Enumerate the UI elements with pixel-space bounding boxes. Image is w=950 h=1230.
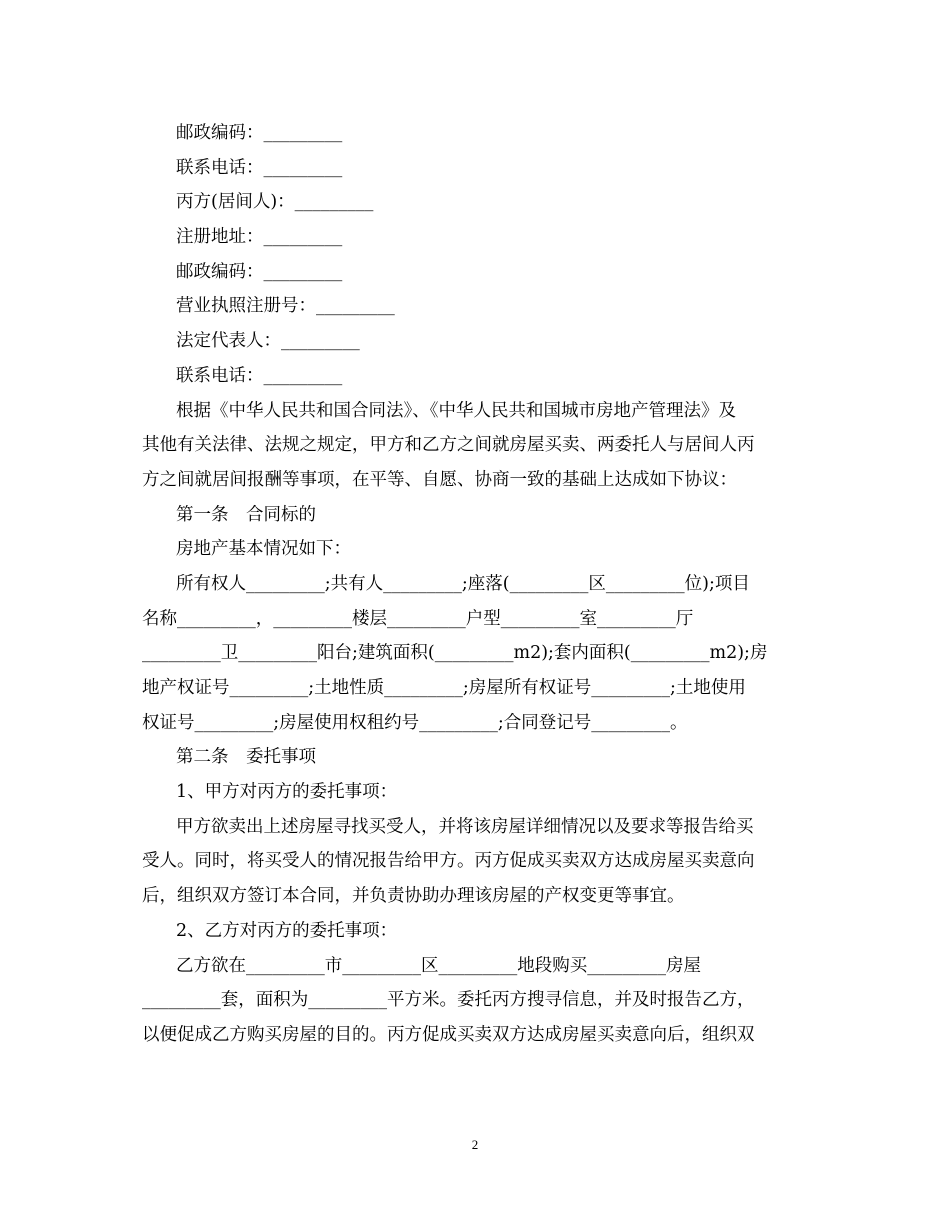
text-line: 丙方(居间人)：_________ <box>176 192 374 213</box>
text-line: 联系电话：_________ <box>176 365 343 386</box>
text-line: 名称_________，_________楼层_________户型_________室_________厅 <box>142 608 694 629</box>
text-line: 后，组织双方签订本合同，并负责协助办理该房屋的产权变更等事宜。 <box>142 886 685 907</box>
page-number: 2 <box>471 1137 479 1152</box>
text-line: 甲方欲卖出上述房屋寻找买受人，并将该房屋详细情况以及要求等报告给买 <box>176 816 754 837</box>
text-line: 第二条 委托事项 <box>176 747 316 768</box>
text-line: 房地产基本情况如下： <box>176 539 351 560</box>
text-line: 乙方欲在_________市_________区_________地段购买_________房屋 <box>176 955 701 976</box>
text-line: 权证号_________;房屋使用权租约号_________;合同登记号_________。 <box>142 712 688 733</box>
text-line: 2、乙方对丙方的委托事项： <box>176 920 398 941</box>
text-line: 第一条 合同标的 <box>176 504 316 525</box>
text-line: 地产权证号_________;土地性质_________;房屋所有权证号_________;土地使用 <box>142 678 746 698</box>
text-line: _________套，面积为_________平方米。委托丙方搜寻信息，并及时报告乙方， <box>142 990 755 1011</box>
text-line: _________卫_________阳台;建筑面积(_________m2);套内面积(_________m2);房 <box>142 643 768 664</box>
text-line: 所有权人_________;共有人_________;座落(_________区_________位);项目 <box>176 573 750 594</box>
text-line: 方之间就居间报酬等事项，在平等、自愿、协商一致的基础上达成如下协议： <box>142 469 737 490</box>
text-line: 邮政编码：_________ <box>176 123 343 143</box>
text-line: 邮政编码：_________ <box>176 261 343 282</box>
text-line: 受人。同时，将买受人的情况报告给甲方。丙方促成买卖双方达成房屋买卖意向 <box>142 851 755 872</box>
text-line: 营业执照注册号：_________ <box>176 296 395 317</box>
text-line: 根据《中华人民共和国合同法》、《中华人民共和国城市房地产管理法》及 <box>176 400 736 421</box>
text-line: 注册地址：_________ <box>176 227 343 248</box>
text-line: 联系电话：_________ <box>176 157 343 178</box>
document-body <box>142 116 808 1053</box>
text-line: 其他有关法律、法规之规定，甲方和乙方之间就房屋买卖、两委托人与居间人丙 <box>142 435 755 456</box>
text-line: 以便促成乙方购买房屋的目的。丙方促成买卖双方达成房屋买卖意向后，组织双 <box>142 1024 755 1045</box>
text-line: 法定代表人：_________ <box>176 331 360 352</box>
text-line: 1、甲方对丙方的委托事项： <box>176 782 398 803</box>
